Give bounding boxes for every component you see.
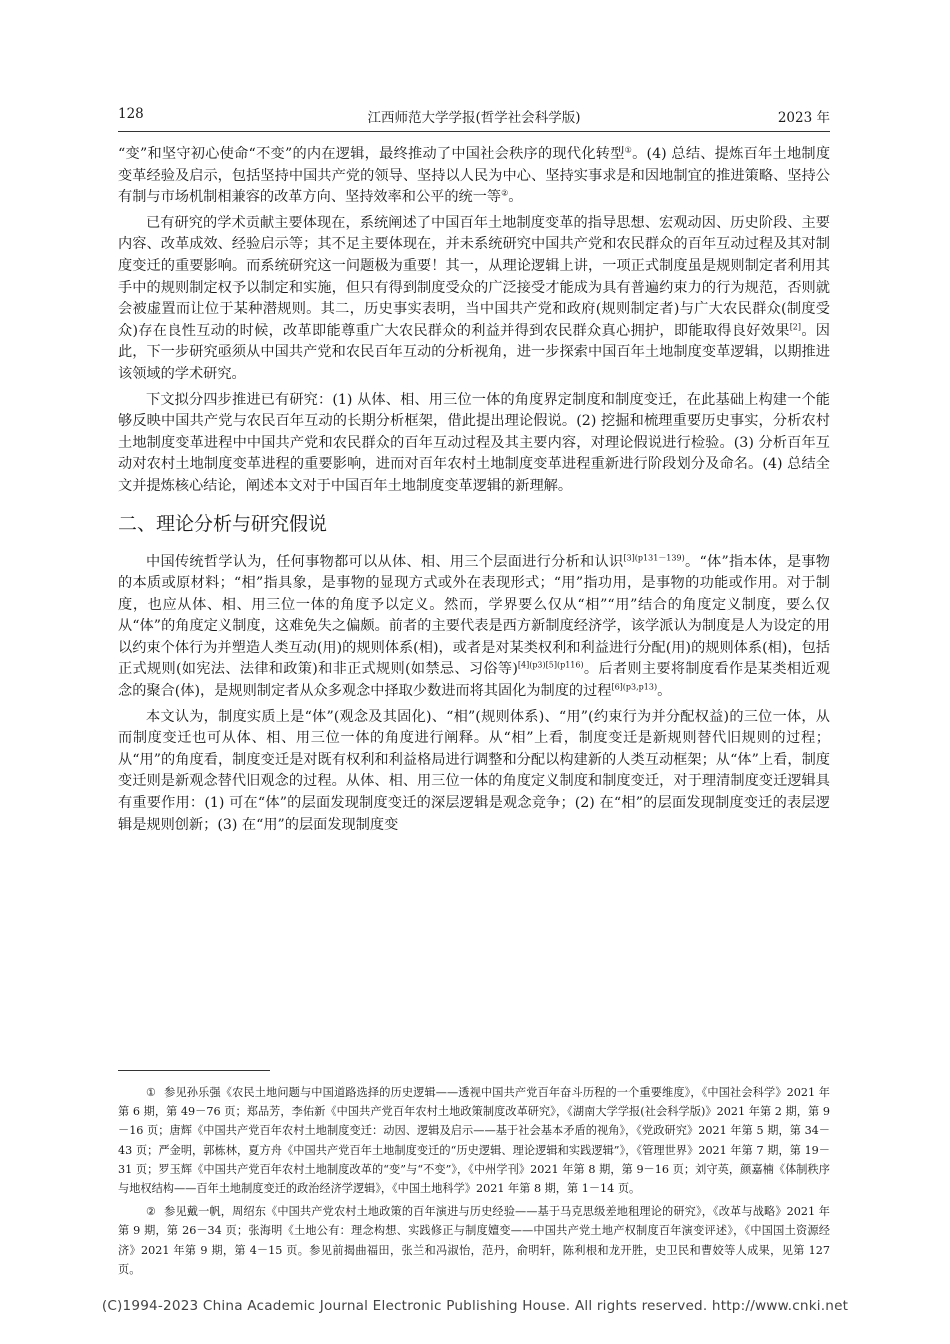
- paragraph-text: 本文认为，制度实质上是“体”(观念及其固化)、“相”(规则体系)、“用”(约束行为并分配权益)的三位一体，从而制度变迁也可从体、相、用三位一体的角度进行阐释。从“相”上看，制度变迁是新规则替代旧规则的过程；从“用”的角度看，制度变迁是对既有权利和利益格局进行调整和分配以构建新的人类互动框架；从“体”上看，制度变迁则是新观念替代旧观念的过程。从体、相、用三位一体的角度定义制度和制度变迁，对于理清制度变迁逻辑具有重要作用：(1) 可在“体”的层面发现制度变迁的深层逻辑是观念竞争；(2) 在“相”的层面发现制度变迁的表层逻辑是规则创新；(3) 在“用”的层面发现制度变: [118, 708, 830, 833]
- citation-marker: ①: [624, 145, 633, 155]
- paragraph: [118, 213, 830, 386]
- paragraph-text: 。“体”指本体，是事物的本质或原材料；“相”指具象，是事物的显现方式或外在表现形式；“用”指功用，是事物的功能或作用。对于制度，也应从体、相、用三位一体的角度予以定义。然而，学界要么仅从“相”“用”结合的角度定义制度，要么仅从“体”的角度定义制度，这难免失之偏颇。前者的主要代表是西方新制度经济学，该学派认为制度是人为设定的用以约束个体行为并塑造人类互动(用)的规则体系(相)，或者是对某类权利和利益进行分配(用)的规则体系(相)，包括正式规则(如宪法、法律和政策)和非正式规则(如禁忌、习俗等): [118, 553, 830, 678]
- paragraph: [118, 144, 830, 209]
- footnote: [118, 1083, 830, 1198]
- page-number: 128: [118, 106, 144, 122]
- paragraph: [118, 390, 830, 498]
- publication-year: 2023 年: [777, 110, 830, 126]
- footnote-text: 参见孙乐强《农民土地问题与中国道路选择的历史逻辑——透视中国共产党百年奋斗历程的一个重要维度》，《中国社会科学》2021 年第 6 期，第 49－76 页；郑品芳，李佑新《中国共产党百年农村土地政策制度改革研究》，《湖南大学学报(社会科学版)》2021 年第 2 期，第 9－16 页；唐辉《中国共产党百年农村土地制度变迁：动因、逻辑及启示——基于社会基本矛盾的视角》，《党政研究》2021 年第 5 期，第 34－43 页；严金明，郭栋林，夏方舟《中国共产党百年土地制度变迁的“历史逻辑、理论逻辑和实践逻辑”》，《管理世界》2021 年第 7 期，第 19－31 页；罗玉辉《中国共产党百年农村土地制度改革的“变”与“不变”》，《中州学刊》2021 年第 8 期，第 9－16 页；刘守英，颜嘉楠《体制秩序与地权结构——百年土地制度变迁的政治经济学逻辑》，《中国土地科学》2021 年第 8 期，第 1－14 页。: [118, 1086, 830, 1196]
- footnote: [118, 1202, 830, 1279]
- article-body: [118, 144, 830, 840]
- paragraph-text: 下文拟分四步推进已有研究：(1) 从体、相、用三位一体的角度界定制度和制度变迁，在此基础上构建一个能够反映中国共产党与农民百年互动的长期分析框架，借此提出理论假说。(2) 挖掘和梳理重要历史事实，分析农村土地制度变革进程中中国共产党和农民群众的百年互动过程及其主要内容，对理论假说进行检验。(3) 分析百年互动对农村土地制度变革进程的重要影响，进而对百年农村土地制度变革进程重新进行阶段划分及命名。(4) 总结全文并提炼核心结论，阐述本文对于中国百年土地制度变革逻辑的新理解。: [118, 391, 830, 494]
- citation-marker: [3](p131－139): [623, 552, 685, 562]
- running-header: [118, 106, 830, 128]
- section-heading: 二、理论分析与研究假说: [118, 512, 328, 535]
- citation-marker: [4](p3)[5](p116): [517, 660, 584, 670]
- footnote-mark: ②: [146, 1205, 157, 1219]
- citation-marker: [6](p3,p13): [611, 682, 658, 692]
- copyright-notice: (C)1994-2023 China Academic Journal Electronic Publishing House. All rights reserved. http://www.cnki.net: [101, 1298, 849, 1314]
- citation-marker: [2]: [789, 322, 802, 332]
- paragraph: [118, 707, 830, 837]
- footnote-text: 参见戴一帆，周绍东《中国共产党农村土地政策的百年演进与历史经验——基于马克思级差地租理论的研究》，《改革与战略》2021 年第 9 期，第 26－34 页；张海明《土地公有：理念构想、实践修正与制度嬗变——中国共产党土地产权制度百年演变评述》，《中国国土资源经济》2021 年第 9 期，第 4－15 页。参见前揭曲福田，张兰和冯淑怡，范丹，俞明轩，陈利根和龙开胜，史卫民和曹姣等人成果，见第 127 页。: [118, 1205, 830, 1276]
- paragraph-text: 。因此，下一步研究亟须从中国共产党和农民百年互动的分析视角，进一步探索中国百年土地制度变革逻辑，以期推进该领域的学术研究。: [118, 322, 830, 382]
- section-paragraphs: [118, 552, 830, 837]
- paragraph-text: 。(4) 总结、提炼百年土地制度变革经验及启示，包括坚持中国共产党的领导、坚持以人民为中心、坚持实事求是和因地制宜的推进策略、坚持公有制与市场机制相兼容的改革方向、坚持效率和公平的统一等: [118, 146, 831, 206]
- journal-title: 江西师范大学学报(哲学社会科学版): [367, 110, 581, 126]
- paragraph-text: “变”和坚守初心使命“不变”的内在逻辑，最终推动了中国社会秩序的现代化转型: [118, 146, 625, 162]
- paragraph: [118, 552, 830, 703]
- intro-paragraphs: [118, 144, 830, 498]
- paragraph-text: 。: [508, 189, 523, 206]
- paragraph-text: 已有研究的学术贡献主要体现在，系统阐述了中国百年土地制度变革的指导思想、宏观动因、历史阶段、主要内容、改革成效、经验启示等；其不足主要体现在，并未系统研究中国共产党和农民群众的百年互动过程及其对制度变迁的重要影响。而系统研究这一问题极为重要！其一，从理论逻辑上讲，一项正式制度虽是规则制定者利用其手中的规则制定权予以制定和实施，但只有得到制度受众的广泛接受才能成为具有普遍约束力的行为规范，否则就会被虚置而让位于某种潜规则。其二，历史事实表明，当中国共产党和政府(规则制定者)与广大农民群众(制度受众)存在良性互动的时候，改革即能尊重广大农民群众的利益并得到农民群众真心拥护，即能取得良好效果: [118, 214, 830, 339]
- paragraph-text: 。: [657, 683, 672, 700]
- footnotes: [118, 1083, 830, 1283]
- header-rule: [118, 131, 830, 132]
- footnote-mark: ①: [146, 1086, 157, 1099]
- footnote-rule: [118, 1070, 270, 1071]
- paragraph-text: 。后者则主要将制度看作是某类相近观念的聚合(体)，是规则制定者从众多观念中择取少数进而将其固化为制度的过程: [118, 661, 830, 700]
- citation-marker: ②: [501, 188, 509, 198]
- paragraph-text: 中国传统哲学认为，任何事物都可以从体、相、用三个层面进行分析和认识: [146, 553, 624, 570]
